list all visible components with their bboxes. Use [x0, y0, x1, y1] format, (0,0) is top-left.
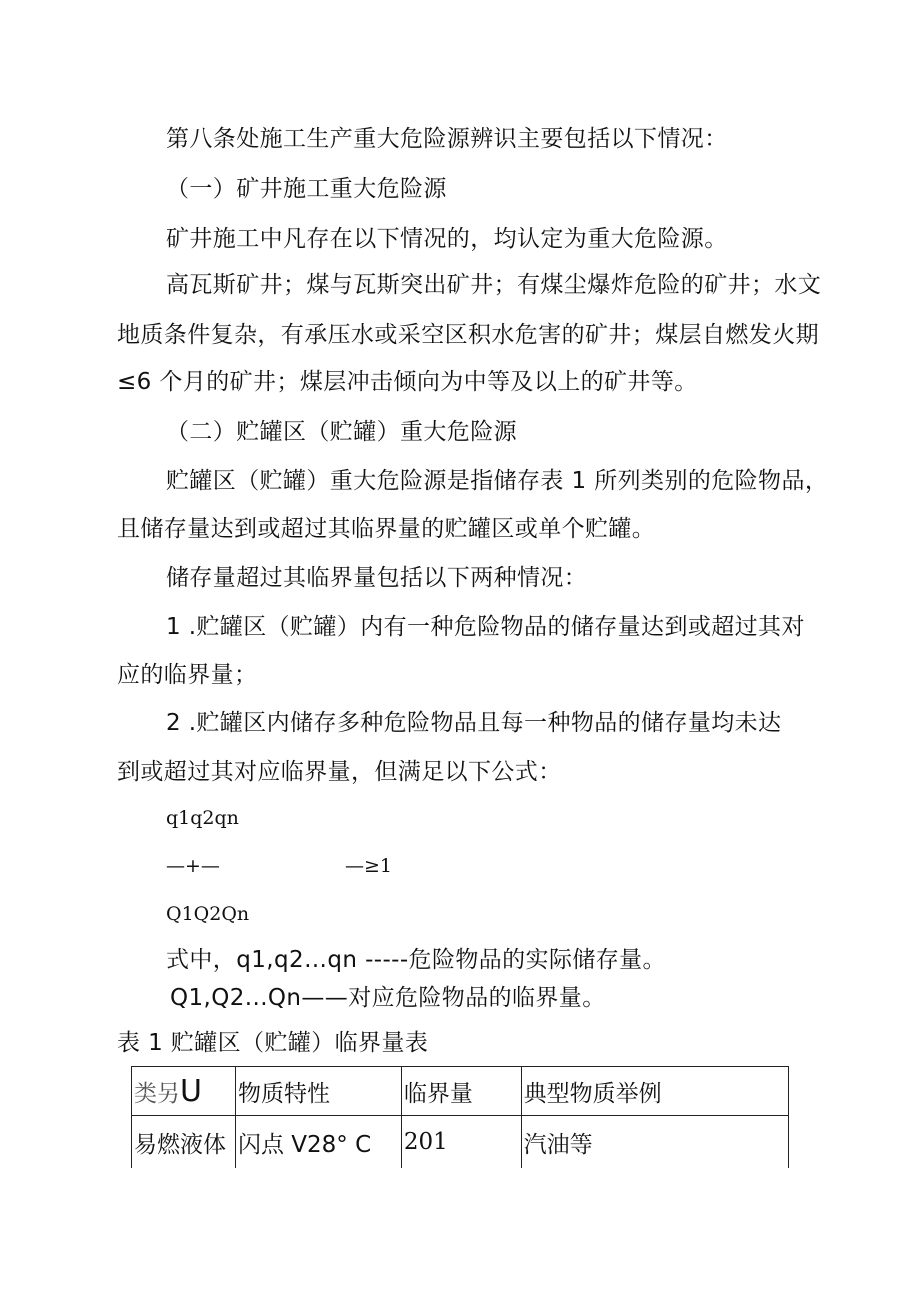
paragraph-two-cases: 储存量超过其临界量包括以下两种情况：: [166, 565, 588, 591]
paragraph-case-2b: 到或超过其对应临界量，但满足以下公式：: [117, 759, 562, 785]
table-row: [132, 1116, 789, 1169]
paragraph-case-1a: 1 .贮罐区（贮罐）内有一种危险物品的储存量达到或超过其对: [166, 614, 805, 640]
table-header-row: [132, 1067, 789, 1116]
paragraph-mine-list-2: 地质条件复杂，有承压水或采空区积水危害的矿井；煤层自燃发火期: [117, 322, 819, 348]
paragraph-tank-definition-1: 贮罐区（贮罐）重大危险源是指储存表 1 所列类别的危险物品，: [166, 468, 829, 494]
header-category-label: 类另: [134, 1080, 180, 1107]
paragraph-mine-list-3: ≤6 个月的矿井；煤层冲击倾向为中等及以上的矿井等。: [117, 369, 698, 395]
formula-numerators: q1q2qn: [166, 807, 239, 829]
formula-middle-left: —+—: [166, 855, 220, 877]
heading-mine-hazards: （一）矿井施工重大危险源: [166, 176, 447, 202]
header-category: [132, 1067, 236, 1116]
paragraph-article-8: 第八条处施工生产重大危险源辨识主要包括以下情况：: [166, 126, 728, 152]
paragraph-mine-definition: 矿井施工中凡存在以下情况的，均认定为重大危险源。: [166, 226, 728, 252]
note-actual-storage: 式中，q1,q2…qn -----危险物品的实际储存量。: [166, 947, 666, 973]
cell-property: 闪点 V28° C: [235, 1116, 401, 1169]
header-property: 物质特性: [235, 1067, 401, 1116]
table-caption: 表 1 贮罐区（贮罐）临界量表: [117, 1030, 429, 1056]
paragraph-mine-list-1: 高瓦斯矿井；煤与瓦斯突出矿井；有煤尘爆炸危险的矿井；水文: [166, 272, 822, 298]
cell-example: 汽油等: [521, 1116, 788, 1169]
header-threshold: 临界量: [401, 1067, 521, 1116]
note-critical-quantity: Q1,Q2...Qn——对应危险物品的临界量。: [170, 985, 606, 1011]
header-category-suffix: U: [180, 1073, 202, 1109]
critical-quantity-table: [131, 1066, 789, 1168]
paragraph-case-2a: 2 .贮罐区内储存多种危险物品且每一种物品的储存量均未达: [166, 710, 782, 736]
cell-category: 易燃液体: [132, 1116, 236, 1169]
formula-denominators: Q1Q2Qn: [166, 903, 250, 925]
cell-threshold: 201: [401, 1116, 521, 1169]
header-example: 典型物质举例: [521, 1067, 788, 1116]
paragraph-case-1b: 应的临界量；: [117, 662, 258, 688]
formula-middle-right: —≥1: [345, 855, 393, 877]
paragraph-tank-definition-2: 且储存量达到或超过其临界量的贮罐区或单个贮罐。: [117, 516, 656, 542]
heading-tank-hazards: （二）贮罐区（贮罐）重大危险源: [166, 419, 517, 445]
